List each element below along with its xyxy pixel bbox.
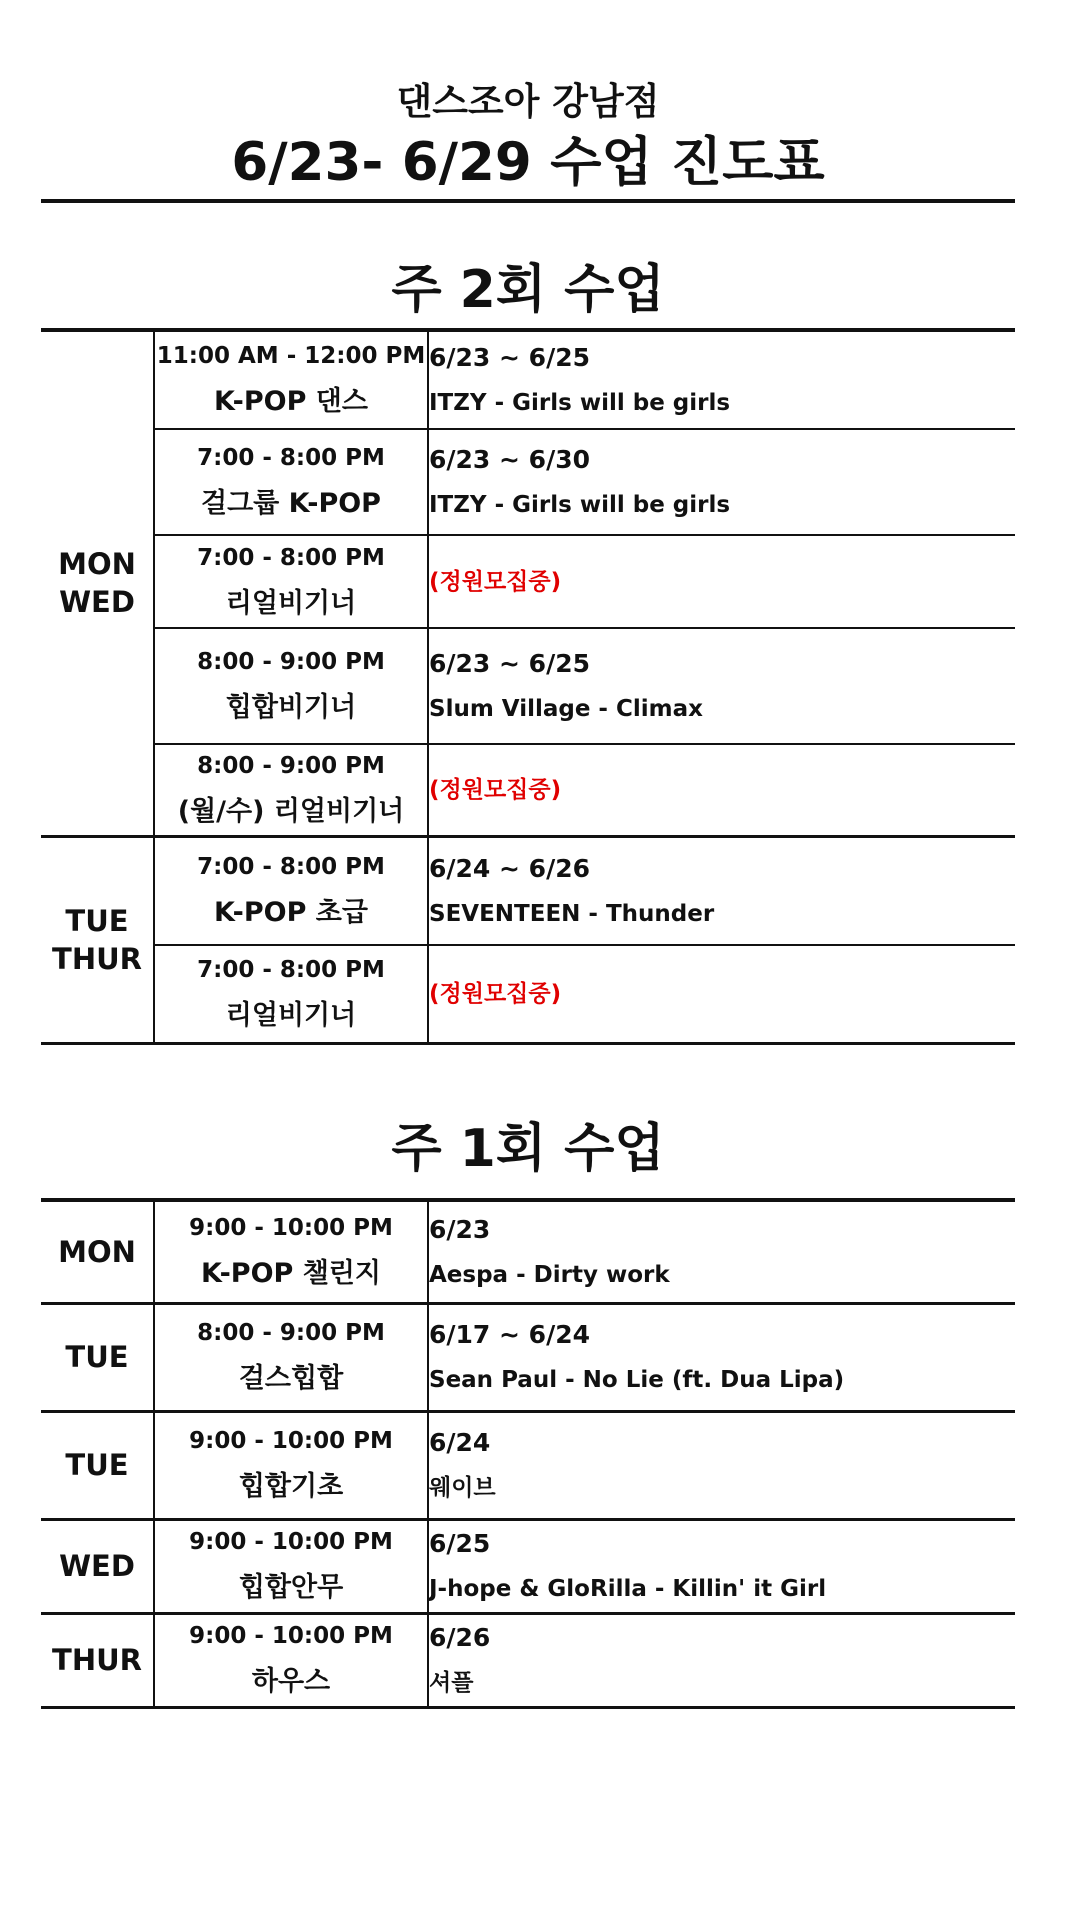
recruiting-status: (정원모집중)	[429, 776, 562, 803]
progress-cell	[428, 1519, 1015, 1613]
class-cell	[154, 1200, 428, 1303]
class-cell	[154, 1411, 428, 1519]
day-cell: TUE	[41, 1303, 154, 1411]
class-time: 9:00 - 10:00 PM	[189, 1428, 393, 1454]
class-cell	[154, 744, 428, 836]
class-cell	[154, 1613, 428, 1707]
day-cell: TUE	[41, 1411, 154, 1519]
progress-cell	[428, 1411, 1015, 1519]
progress-cell	[428, 1613, 1015, 1707]
progress-song: 웨이브	[429, 1475, 496, 1501]
day-cell: WED	[41, 1519, 154, 1613]
progress-cell	[428, 744, 1015, 836]
table-row	[41, 628, 1015, 744]
progress-cell	[428, 1303, 1015, 1411]
class-name: 리얼비기너	[225, 999, 357, 1031]
day-cell-tue-thur: TUE THUR	[41, 836, 154, 1043]
once-weekly-schedule-table	[41, 1198, 1015, 1709]
table-row	[41, 330, 1015, 429]
progress-song: Sean Paul - No Lie (ft. Dua Lipa)	[429, 1367, 845, 1393]
progress-song: ITZY - Girls will be girls	[429, 390, 731, 416]
class-cell	[154, 628, 428, 744]
progress-song: Slum Village - Climax	[429, 696, 703, 722]
table-row	[41, 945, 1015, 1043]
section-title-once-weekly: 주 1회 수업	[391, 1119, 665, 1179]
class-time: 8:00 - 9:00 PM	[197, 649, 385, 675]
class-cell	[154, 330, 428, 429]
progress-cell	[428, 330, 1015, 429]
progress-cell	[428, 429, 1015, 535]
progress-song: Aespa - Dirty work	[429, 1261, 670, 1288]
progress-cell	[428, 1200, 1015, 1303]
progress-dates: 6/17 ~ 6/24	[429, 1320, 590, 1349]
class-name: 힙합기초	[238, 1471, 344, 1502]
class-time: 7:00 - 8:00 PM	[197, 956, 385, 983]
section-title-twice-weekly: 주 2회 수업	[391, 260, 665, 320]
class-name: 하우스	[251, 1666, 331, 1697]
class-name: 걸스힙합	[238, 1363, 344, 1394]
class-name: (월/수) 리얼비기너	[177, 795, 405, 827]
table-row	[41, 836, 1015, 945]
progress-dates: 6/24 ~ 6/26	[429, 853, 590, 883]
progress-dates: 6/23	[429, 1214, 491, 1244]
class-cell	[154, 1303, 428, 1411]
page-header	[0, 78, 1056, 196]
class-name: K-POP 초급	[214, 896, 368, 928]
class-name: K-POP 댄스	[214, 386, 368, 417]
progress-dates: 6/25	[429, 1529, 491, 1558]
progress-dates: 6/26	[429, 1623, 491, 1652]
class-time: 9:00 - 10:00 PM	[189, 1214, 393, 1241]
day-cell: THUR	[41, 1613, 154, 1707]
class-time: 7:00 - 8:00 PM	[197, 445, 385, 471]
progress-song: 셔플	[429, 1670, 474, 1696]
table-row	[41, 429, 1015, 535]
class-time: 11:00 AM - 12:00 PM	[156, 343, 426, 369]
table-row	[41, 744, 1015, 836]
progress-dates: 6/24	[429, 1428, 491, 1457]
class-time: 7:00 - 8:00 PM	[197, 544, 385, 571]
header-divider	[41, 199, 1015, 203]
class-cell	[154, 429, 428, 535]
progress-dates: 6/23 ~ 6/30	[429, 445, 590, 474]
recruiting-status: (정원모집중)	[429, 980, 562, 1007]
day-cell-mon-wed: MON WED	[41, 330, 154, 836]
class-name: 힙합비기너	[225, 692, 357, 723]
progress-dates: 6/23 ~ 6/25	[429, 343, 590, 372]
recruiting-status: (정원모집중)	[429, 568, 562, 595]
schedule-title: 6/23- 6/29 수업 진도표	[231, 132, 825, 193]
progress-cell	[428, 535, 1015, 628]
class-time: 7:00 - 8:00 PM	[197, 853, 385, 880]
class-name: 힙합안무	[238, 1572, 344, 1603]
class-time: 8:00 - 9:00 PM	[197, 752, 385, 779]
day-cell: MON	[41, 1200, 154, 1303]
progress-song: J-hope & GloRilla - Killin' it Girl	[429, 1576, 827, 1602]
progress-dates: 6/23 ~ 6/25	[429, 649, 590, 678]
progress-cell	[428, 945, 1015, 1043]
table-row	[41, 1613, 1015, 1707]
class-cell	[154, 836, 428, 945]
class-name: K-POP 챌린지	[201, 1257, 381, 1289]
progress-song: ITZY - Girls will be girls	[429, 492, 731, 518]
class-cell	[154, 945, 428, 1043]
class-name: 걸그룹 K-POP	[201, 488, 381, 519]
table-row	[41, 535, 1015, 628]
table-row	[41, 1303, 1015, 1411]
progress-cell	[428, 836, 1015, 945]
class-cell	[154, 1519, 428, 1613]
twice-weekly-schedule-table	[41, 328, 1015, 1045]
studio-name: 댄스조아 강남점	[396, 80, 660, 123]
table-row	[41, 1411, 1015, 1519]
progress-song: SEVENTEEN - Thunder	[429, 900, 715, 927]
class-time: 9:00 - 10:00 PM	[189, 1623, 393, 1649]
class-name: 리얼비기너	[225, 587, 357, 619]
table-row	[41, 1519, 1015, 1613]
class-time: 9:00 - 10:00 PM	[189, 1529, 393, 1555]
class-time: 8:00 - 9:00 PM	[197, 1320, 385, 1346]
class-cell	[154, 535, 428, 628]
progress-cell	[428, 628, 1015, 744]
table-row	[41, 1200, 1015, 1303]
